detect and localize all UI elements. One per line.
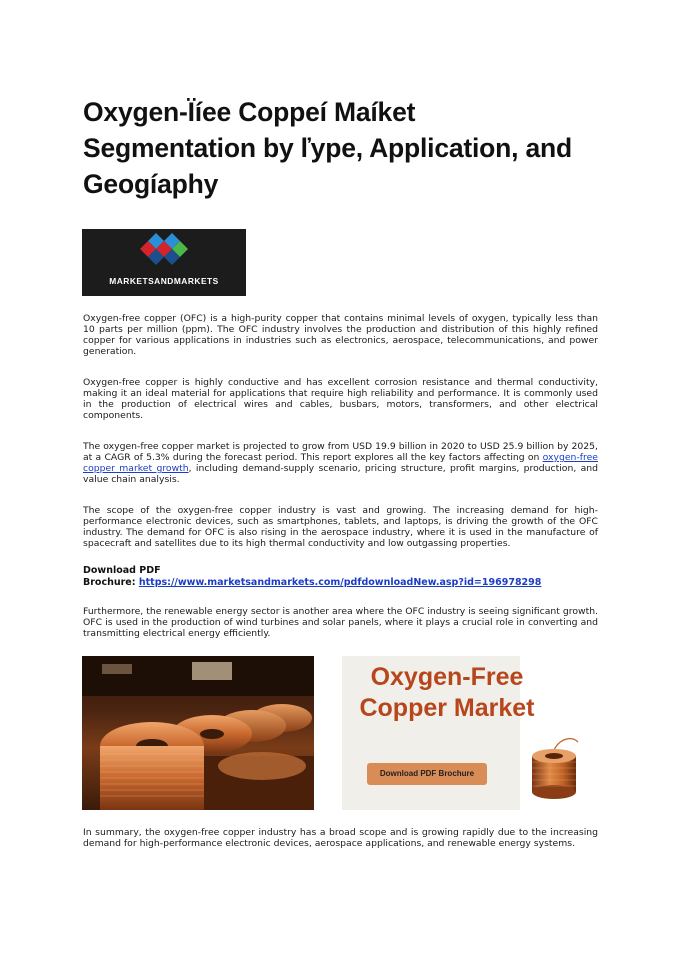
forecast-text-start: The oxygen-free copper market is projected to grow from USD 19.9 billion in 2020 to USD 25.9 billion by 2025, at a CAGR of 5.3% during the forecast period. This report explores all the key factors affecting on [83,441,598,463]
brochure-url-link[interactable]: https://www.marketsandmarkets.com/pdfdownloadNew.asp?id=196978298 [138,577,542,588]
paragraph-market-forecast [83,441,598,485]
paragraph-summary: In summary, the oxygen-free copper industry has a broad scope and is growing rapidly due to the increasing demand for high-performance electronic devices, aerospace applications, and renewable energy systems. [83,827,598,849]
promo-title [332,662,562,724]
title-line-3: Geogíaphy [83,169,219,199]
market-growth-link[interactable]: oxygen-free copper market growth [83,452,598,474]
marketsandmarkets-logo[interactable] [82,229,246,296]
download-brochure-button[interactable]: Download PDF Brochure [367,763,487,785]
promo-title-line-2: Copper Market [359,694,535,722]
brochure-label: Brochure: [83,577,139,588]
paragraph-renewable: Furthermore, the renewable energy sector is another area where the OFC industry is seeing significant growth. OFC is used in the production of wind turbines and solar panels, where it plays a crucial role in converting and transmitting electrical energy efficiently. [83,606,598,639]
logo-text: MARKETSANDMARKETS [109,276,219,286]
paragraph-intro: Oxygen-free copper (OFC) is a high-purity copper that contains minimal levels of oxygen, typically less than 10 parts per million (ppm). The OFC industry involves the production and distribution of this highly refined copper for various applications in industries such as electronics, aerospace, telecommunications, and power generation. [83,313,598,357]
download-pdf-block [83,565,598,589]
forecast-text-end: , including demand-supply scenario, pricing structure, profit margins, production, and value chain analysis. [83,463,598,485]
promo-banner[interactable] [332,656,597,810]
title-line-1: Oxygen-Ïíee Coppeí Maíket [83,97,416,127]
paragraph-properties: Oxygen-free copper is highly conductive and has excellent corrosion resistance and thermal conductivity, making it an ideal material for applications that require high reliability and performance. It is commonly used in the production of electrical wires and cables, busbars, motors, transformers, and other electrical components. [83,377,598,421]
download-pdf-heading: Download PDF [83,565,161,576]
title-line-2: Segmentation by ľype, Application, and [83,133,572,163]
copper-spools-photo [82,656,314,810]
paragraph-scope: The scope of the oxygen-free copper industry is vast and growing. The increasing demand for high-performance electronic devices, such as smartphones, tablets, and laptops, is driving the growth of the OFC industry. The demand for OFC is also rising in the aerospace industry, where it is used in the manufacture of spacecraft and satellites due to its high thermal conductivity and low outgassing properties. [83,505,598,549]
promo-title-line-1: Oxygen-Free [370,663,524,691]
download-pdf-line [83,577,598,589]
copper-coil-icon [524,734,584,804]
page-title [83,94,603,202]
